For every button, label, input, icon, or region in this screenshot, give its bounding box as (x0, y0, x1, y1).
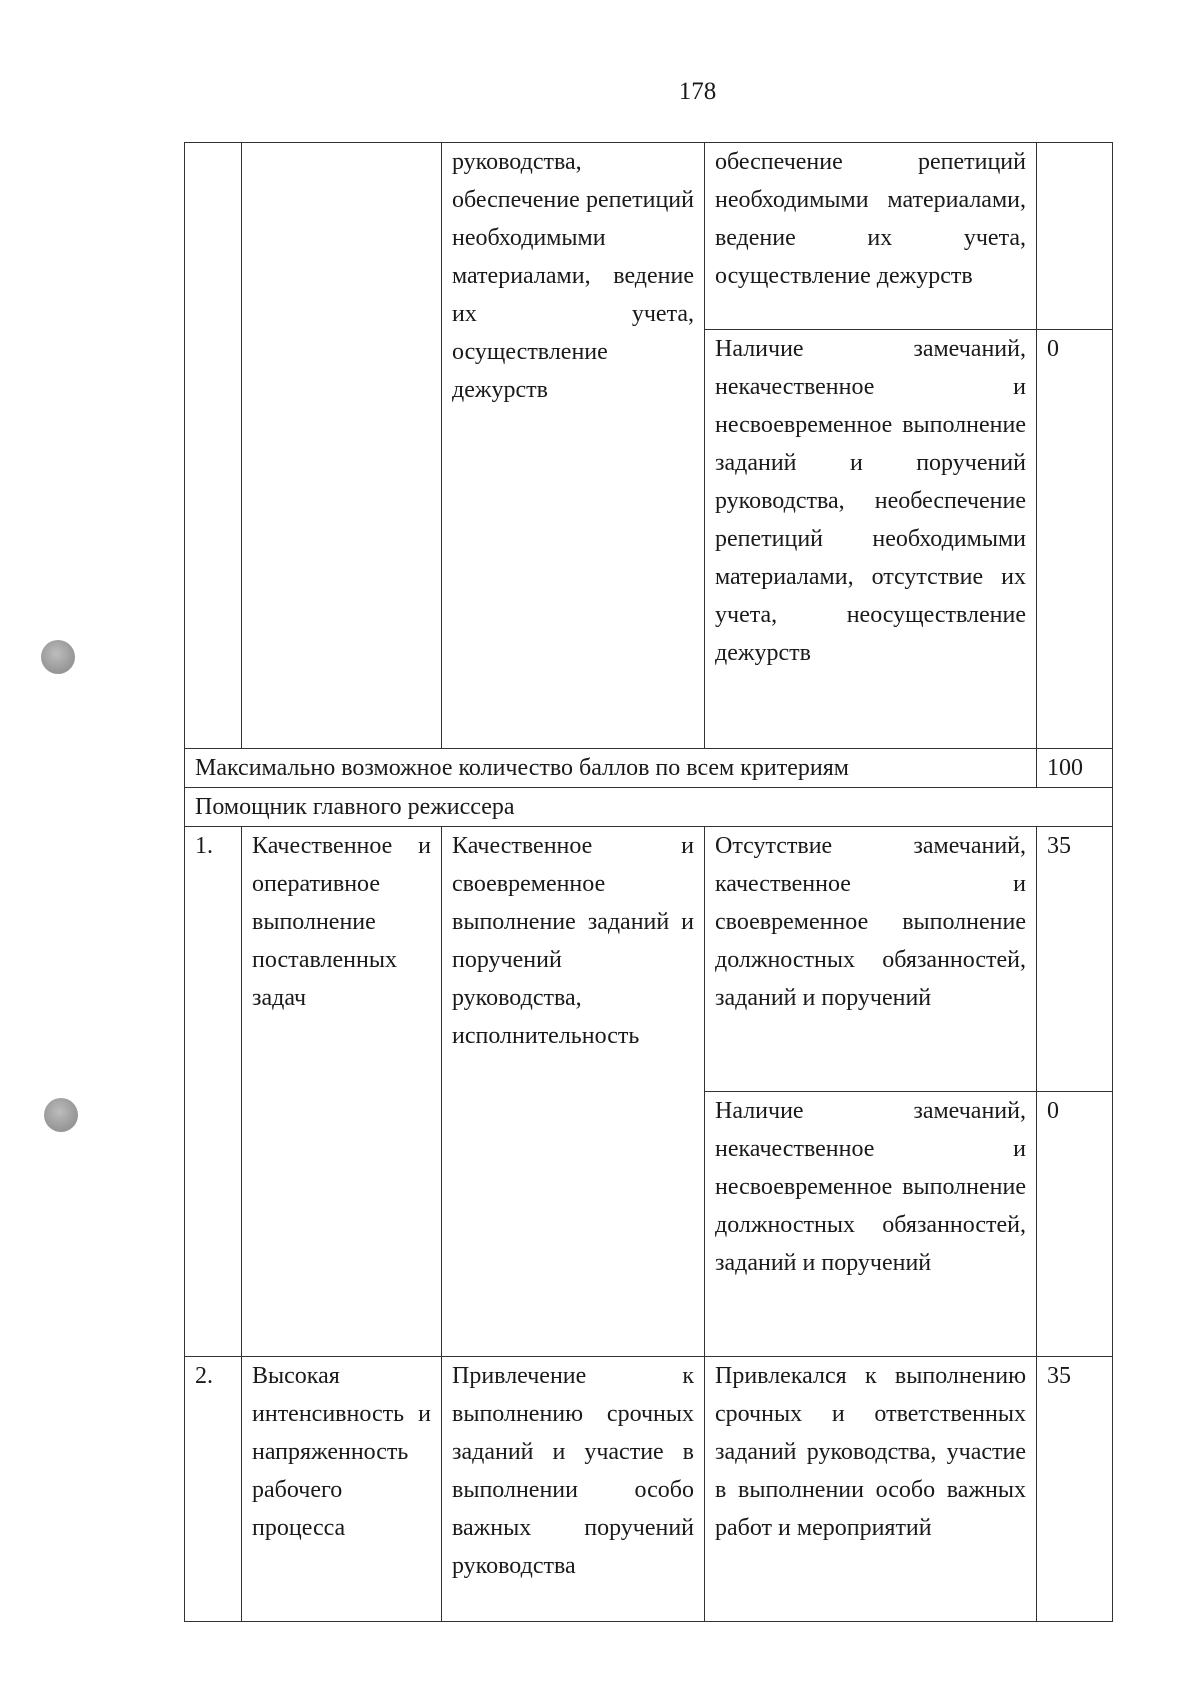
condition-cell: Наличие замечаний, некачественное и несвоевременное выполнение заданий и поручений руководства, необеспечение репетиций необходимыми материалами, отсутствие их учета, неосуществление дежурств (705, 330, 1037, 749)
table-row (185, 1357, 1113, 1622)
table-row (185, 749, 1113, 788)
condition-cell: Привлекался к выполнению срочных и ответственных заданий руководства, участие в выполнении особо важных работ и мероприятий (705, 1357, 1037, 1622)
table-row (185, 788, 1113, 827)
condition-cell: обеспечение репетиций необходимыми материалами, ведение их учета, осуществление дежурств (705, 143, 1037, 330)
score-cell: 0 (1037, 1092, 1113, 1357)
page-number: 178 (678, 78, 717, 105)
indicator-cell: руководства, обеспечение репетиций необходимыми материалами, ведение их учета, осуществление дежурств (442, 143, 705, 749)
num-cell: 2. (185, 1357, 242, 1622)
punch-hole (41, 640, 75, 674)
section-title: Помощник главного режиссера (185, 788, 1113, 827)
criterion-cell: Качественное и оперативное выполнение поставленных задач (242, 827, 442, 1357)
num-cell: 1. (185, 827, 242, 1357)
score-cell: 35 (1037, 827, 1113, 1092)
indicator-cell: Привлечение к выполнению срочных заданий и участие в выполнении особо важных поручений руководства (442, 1357, 705, 1622)
score-cell: 35 (1037, 1357, 1113, 1622)
condition-cell: Отсутствие замечаний, качественное и своевременное выполнение должностных обязанностей, заданий и поручений (705, 827, 1037, 1092)
table-row (185, 143, 1113, 330)
criterion-cell: Высокая интенсивность и напряженность рабочего процесса (242, 1357, 442, 1622)
score-cell: 0 (1037, 330, 1113, 749)
criteria-table (184, 142, 1113, 1622)
criterion-cell (242, 143, 442, 749)
max-points-value: 100 (1037, 749, 1113, 788)
indicator-cell: Качественное и своевременное выполнение заданий и поручений руководства, исполнительность (442, 827, 705, 1357)
punch-hole (44, 1098, 78, 1132)
num-cell (185, 143, 242, 749)
score-cell (1037, 143, 1113, 330)
condition-cell: Наличие замечаний, некачественное и несвоевременное выполнение должностных обязанностей, заданий и поручений (705, 1092, 1037, 1357)
max-points-label: Максимально возможное количество баллов по всем критериям (185, 749, 1037, 788)
table-row (185, 827, 1113, 1092)
